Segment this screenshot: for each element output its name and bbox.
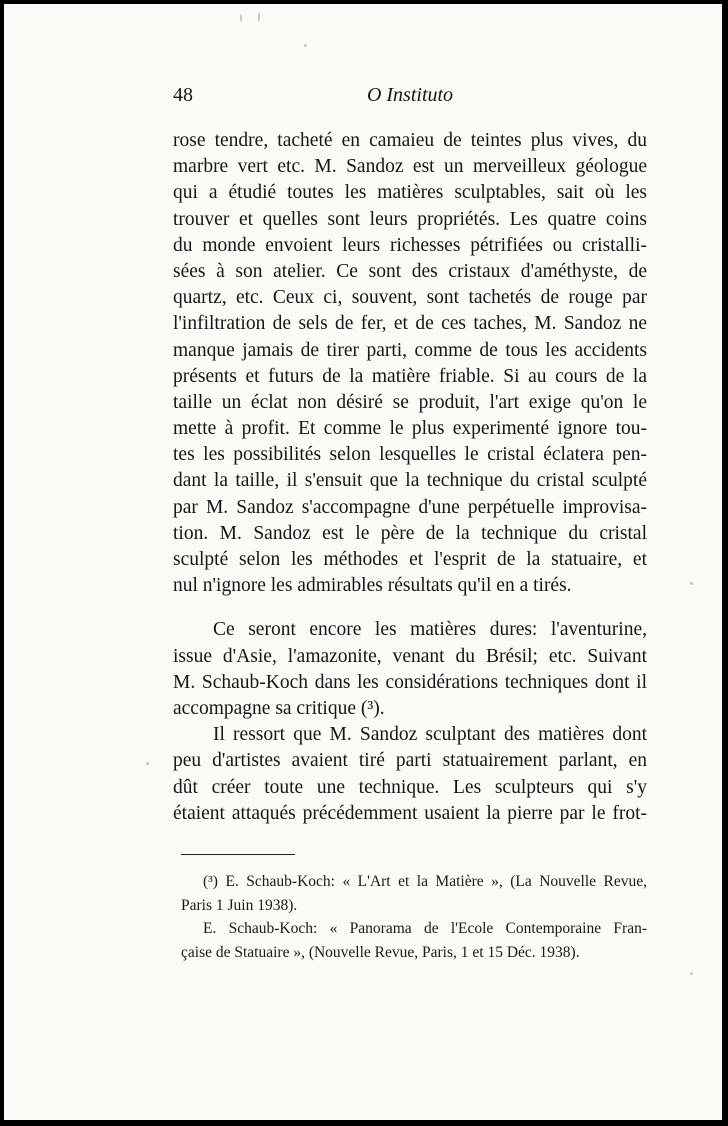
text-line: mette à profit. Et comme le plus experimenté ignore tou- xyxy=(173,418,647,440)
footnote-line: çaise de Statuaire », (Nouvelle Revue, Paris, 1 et 15 Déc. 1938). xyxy=(181,943,580,961)
text-line: qui a étudié toutes les matières sculptables, sait où les xyxy=(173,182,647,204)
text-line: l'infiltration de sels de fer, et de ces taches, M. Sandoz ne xyxy=(173,313,647,335)
text-line: dût créer toute une technique. Les sculpteurs qui s'y xyxy=(173,776,647,798)
text-line: Ce seront encore les matières dures: l'aventurine, xyxy=(213,619,647,641)
paper-speck xyxy=(690,972,693,975)
text-line: trouver et quelles sont leurs propriétés. Les quatre coins xyxy=(173,208,647,230)
paragraph-2 xyxy=(173,617,647,722)
paragraph-1 xyxy=(173,128,647,599)
footnote-separator xyxy=(181,854,295,855)
text-line: présents et futurs de la matière friable. Si au cours de la xyxy=(173,365,647,387)
paper-speck xyxy=(690,582,693,585)
text-line: marbre vert etc. M. Sandoz est un merveilleux géologue xyxy=(173,156,647,178)
text-line: accompagne sa critique (³). xyxy=(173,697,385,719)
text-line: étaient attaqués précédemment usaient la pierre par le frot- xyxy=(173,802,647,824)
text-line: dant la taille, il s'ensuit que la technique du cristal sculpté xyxy=(173,470,647,492)
text-line: quartz, etc. Ceux ci, souvent, sont tachetés de rouge par xyxy=(173,287,647,309)
footnote-line: Paris 1 Juin 1938). xyxy=(181,896,298,914)
text-line: taille un éclat non désiré se produit, l'art exige qu'on le xyxy=(173,391,647,413)
paper-speck xyxy=(146,762,149,765)
text-line: tes les possibilités selon lesquelles le cristal éclatera pen- xyxy=(173,444,647,466)
text-line: tion. M. Sandoz est le père de la technique du cristal xyxy=(173,522,647,544)
text-line: sées à son atelier. Ce sont des cristaux d'améthyste, de xyxy=(173,260,647,282)
body-text xyxy=(173,128,647,827)
page-header xyxy=(173,84,647,114)
text-line: du monde envoient leurs richesses pétrifiées ou cristalli- xyxy=(173,234,647,256)
footnote-1 xyxy=(181,870,647,917)
paragraph-spacer xyxy=(173,599,647,617)
footnote-line: (³) E. Schaub-Koch: « L'Art et la Matière », (La Nouvelle Revue, xyxy=(203,873,647,890)
paper-speck xyxy=(240,14,242,22)
text-line: M. Schaub-Koch dans les considérations techniques dont il xyxy=(173,671,647,693)
footnotes xyxy=(181,870,647,964)
text-line: sculpté selon les méthodes et l'esprit de la statuaire, et xyxy=(173,549,647,570)
running-title: O Instituto xyxy=(366,84,454,106)
text-line: nul n'ignore les admirables résultats qu'il en a tirés. xyxy=(173,575,572,597)
text-line: manque jamais de tirer parti, comme de tous les accidents xyxy=(173,339,647,361)
text-line: issue d'Asie, l'amazonite, venant du Brésil; etc. Suivant xyxy=(173,645,647,667)
paper-speck xyxy=(258,12,260,22)
page-number: 48 xyxy=(173,84,193,106)
footnote-2 xyxy=(181,917,647,964)
text-line: rose tendre, tacheté en camaieu de teintes plus vives, du xyxy=(173,130,647,151)
text-line: peu d'artistes avaient tiré parti statuairement parlant, en xyxy=(173,750,647,772)
paper-speck xyxy=(304,44,307,47)
document-page xyxy=(4,4,722,1120)
paragraph-3 xyxy=(173,722,647,827)
text-line: par M. Sandoz s'accompagne d'une perpétuelle improvisa- xyxy=(173,496,647,518)
footnote-line: E. Schaub-Koch: « Panorama de l'Ecole Contemporaine Fran- xyxy=(203,920,647,937)
text-line: Il ressort que M. Sandoz sculptant des matières dont xyxy=(213,724,647,746)
